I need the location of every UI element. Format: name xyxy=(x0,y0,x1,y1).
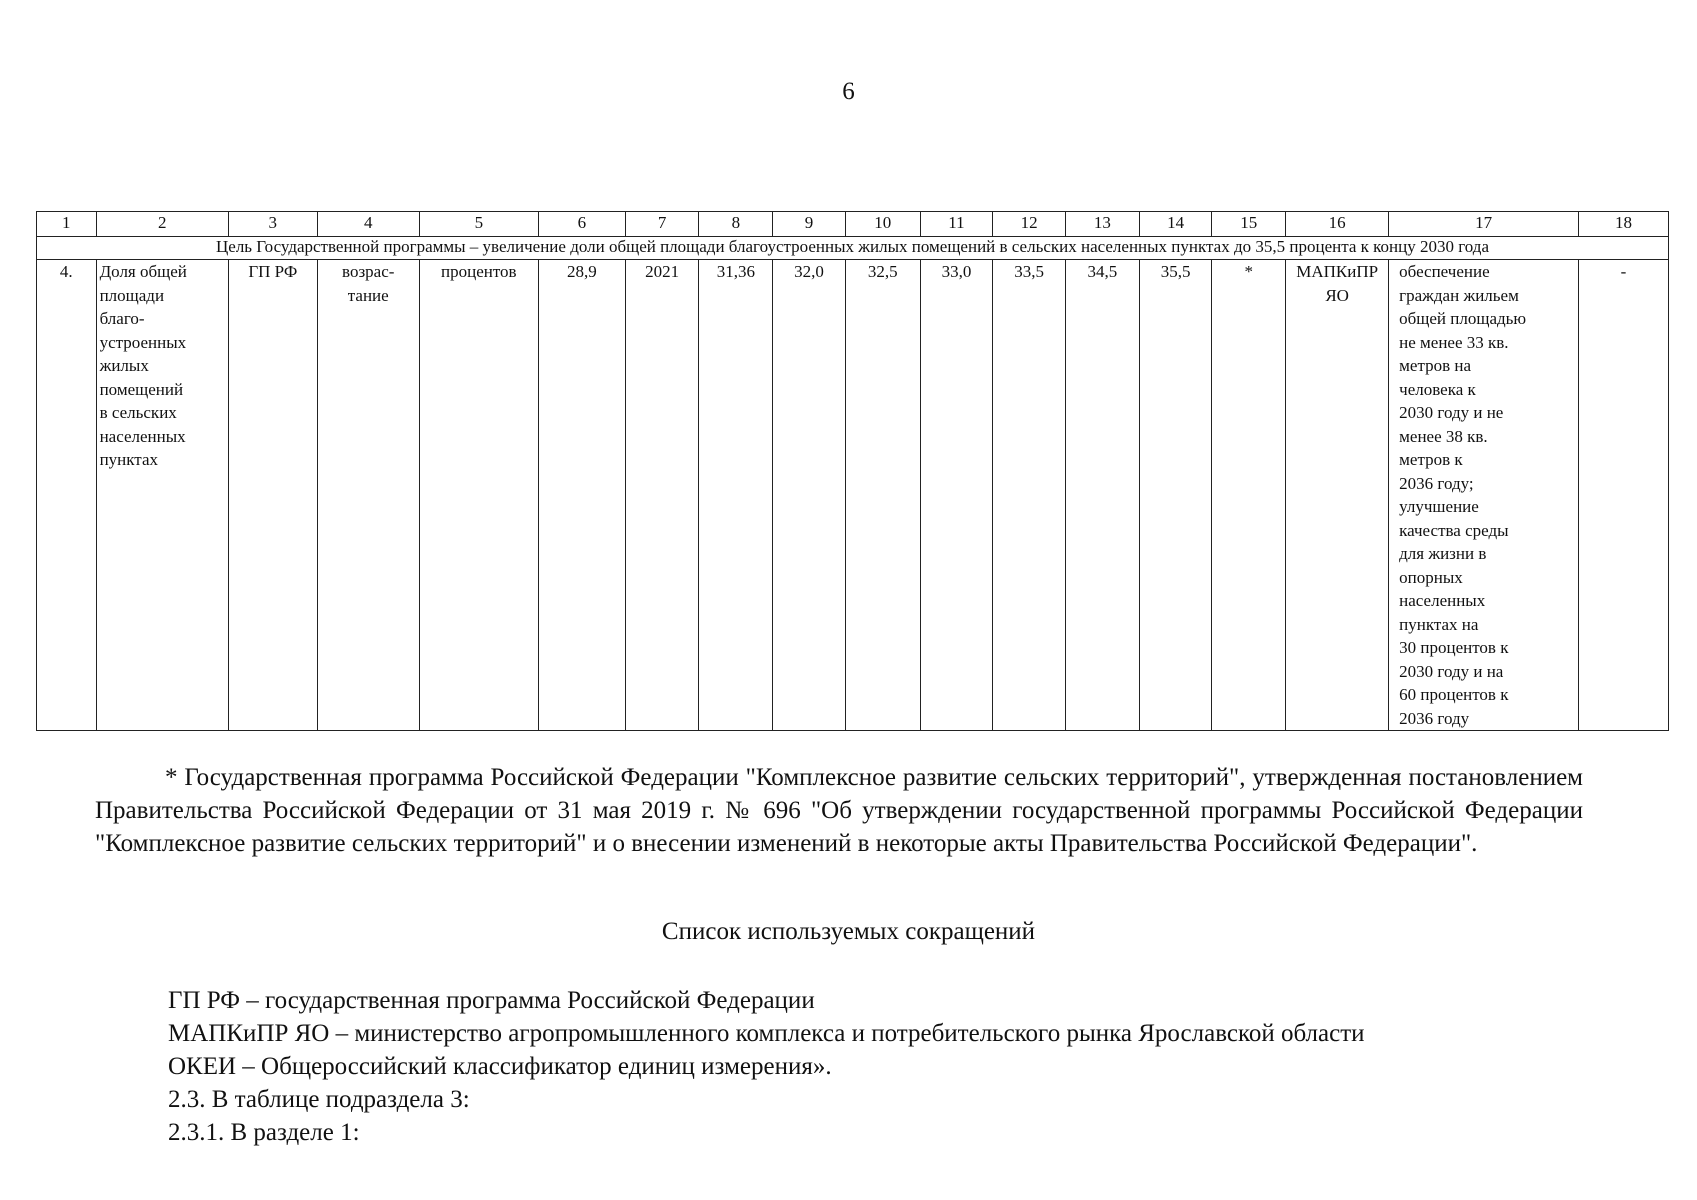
column-number-cell: 15 xyxy=(1212,212,1286,237)
column-number-cell: 5 xyxy=(419,212,538,237)
footnote: * Государственная программа Российской Федерации "Комплексное развитие сельских территорий", утвержденная постановлением Правительства Российской Федерации от 31 мая 2019 г. № 696 "Об утверждении государственной программы Российской Федерации "Комплексное развитие сельских территорий" и о внесении изменений в некоторые акты Правительства Российской Федерации". xyxy=(95,764,1583,857)
cell-program: ГП РФ xyxy=(228,260,317,731)
column-number-cell: 17 xyxy=(1389,212,1579,237)
cell-value-12: 33,5 xyxy=(993,260,1066,731)
abbreviation-item: ОКЕИ – Общероссийский классификатор единиц измерения». xyxy=(168,1053,832,1080)
cell-value-13: 34,5 xyxy=(1066,260,1140,731)
cell-line: Доля общей xyxy=(99,262,187,281)
cell-line: общей площадью xyxy=(1399,309,1527,328)
cell-number: 4. xyxy=(37,260,97,731)
page-number: 6 xyxy=(842,78,855,105)
column-number-cell: 10 xyxy=(845,212,920,237)
column-number-cell: 1 xyxy=(37,212,97,237)
cell-base-value: 28,9 xyxy=(538,260,625,731)
cell-value-14: 35,5 xyxy=(1139,260,1212,731)
abbreviation-item: МАПКиПР ЯО – министерство агропромышленного комплекса и потребительского рынка Ярославской области xyxy=(168,1020,1365,1047)
column-number-cell: 6 xyxy=(538,212,625,237)
cell-line: населенных xyxy=(1399,591,1486,610)
cell-value-9: 32,0 xyxy=(773,260,846,731)
goal-cell: Цель Государственной программы – увеличение доли общей площади благоустроенных жилых помещений в сельских населенных пунктах до 35,5 процента к концу 2030 года xyxy=(37,237,1669,260)
cell-line: 2036 году xyxy=(1399,708,1470,728)
cell-line: тание xyxy=(347,285,389,305)
cell-line: метров на xyxy=(1399,356,1472,375)
cell-line: 30 процентов к xyxy=(1399,638,1509,657)
cell-indicator-name xyxy=(96,260,228,731)
abbreviation-item: 2.3.1. В разделе 1: xyxy=(168,1119,360,1146)
cell-line: обеспечение xyxy=(1399,262,1490,281)
cell-line: жилых xyxy=(99,356,149,375)
column-number-cell: 16 xyxy=(1286,212,1389,237)
column-number-cell: 7 xyxy=(625,212,699,237)
cell-dynamics xyxy=(317,260,419,731)
cell-line: населенных xyxy=(99,426,186,446)
cell-responsible xyxy=(1286,260,1389,731)
column-number-row xyxy=(37,212,1669,237)
cell-line: устроенных xyxy=(99,332,187,352)
cell-notes: - xyxy=(1579,260,1669,731)
column-number-cell: 8 xyxy=(699,212,773,237)
cell-line: граждан жильем xyxy=(1399,285,1519,305)
table-row xyxy=(37,260,1669,731)
cell-line: площади xyxy=(99,285,165,305)
abbreviation-item: ГП РФ – государственная программа Российской Федерации xyxy=(168,987,815,1014)
cell-document: * xyxy=(1212,260,1286,731)
cell-line: пунктах на xyxy=(1399,614,1479,634)
cell-line: для жизни в xyxy=(1399,544,1487,563)
column-number-cell: 13 xyxy=(1066,212,1140,237)
cell-line: 60 процентов к xyxy=(1399,685,1509,704)
cell-line: менее 38 кв. xyxy=(1399,426,1488,446)
column-number-cell: 18 xyxy=(1579,212,1669,237)
column-number-cell: 3 xyxy=(228,212,317,237)
cell-line: 2036 году; xyxy=(1399,473,1474,493)
abbreviations-list xyxy=(168,984,1608,1149)
column-number-cell: 12 xyxy=(993,212,1066,237)
abbreviation-item: 2.3. В таблице подраздела 3: xyxy=(168,1086,470,1113)
goal-row xyxy=(37,237,1669,260)
cell-line: пунктах xyxy=(99,450,158,469)
cell-line: помещений xyxy=(99,379,184,399)
cell-line: 2030 году и не xyxy=(1399,403,1504,422)
cell-value-11: 33,0 xyxy=(920,260,993,731)
cell-line: метров к xyxy=(1399,450,1463,469)
indicators-table xyxy=(36,211,1669,731)
column-number-cell: 11 xyxy=(920,212,993,237)
cell-line: опорных xyxy=(1399,567,1463,587)
cell-value-10: 32,5 xyxy=(845,260,920,731)
cell-line: качества среды xyxy=(1399,520,1509,540)
column-number-cell: 2 xyxy=(96,212,228,237)
cell-line: человека к xyxy=(1399,379,1476,399)
cell-line: МАПКиПР xyxy=(1296,262,1379,281)
cell-line: не менее 33 кв. xyxy=(1399,332,1509,352)
column-number-cell: 9 xyxy=(773,212,846,237)
abbreviations-title: Список используемых сокращений xyxy=(661,918,1036,945)
cell-line: 2030 году и на xyxy=(1399,661,1504,681)
cell-value-8: 31,36 xyxy=(699,260,773,731)
column-number-cell: 4 xyxy=(317,212,419,237)
cell-line: возрас- xyxy=(342,262,395,281)
cell-unit: процентов xyxy=(419,260,538,731)
column-number-cell: 14 xyxy=(1139,212,1212,237)
cell-goal-description xyxy=(1389,260,1579,731)
cell-line: благо- xyxy=(99,309,145,328)
cell-base-year: 2021 xyxy=(625,260,699,731)
cell-line: в сельских xyxy=(99,403,177,422)
cell-line: улучшение xyxy=(1399,497,1479,516)
cell-line: ЯО xyxy=(1325,285,1349,305)
